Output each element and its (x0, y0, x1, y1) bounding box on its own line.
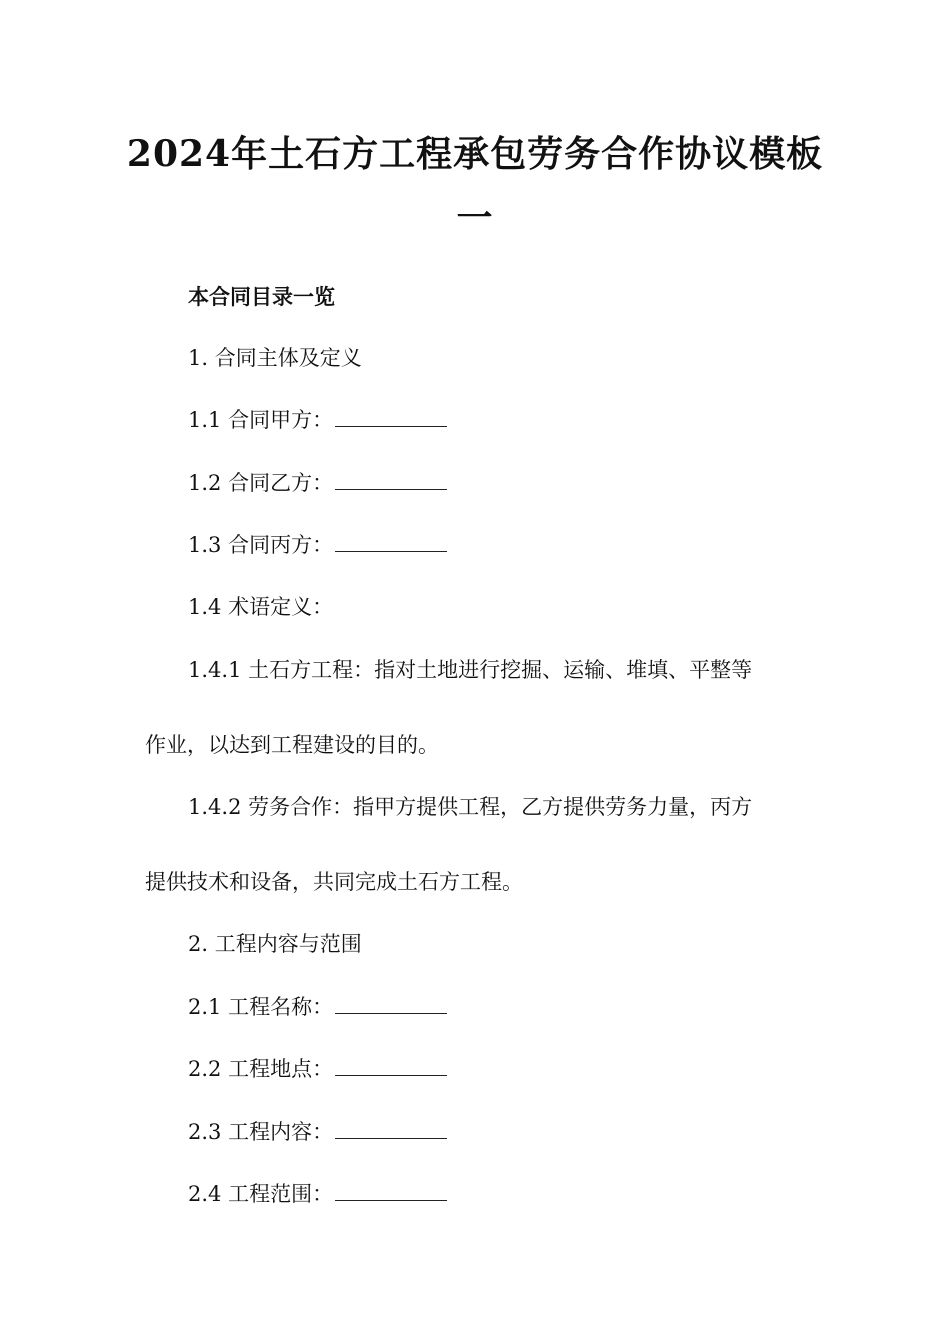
document-title-line-1: 2024年土石方工程承包劳务合作协议模板 (126, 133, 824, 175)
fill-blank[interactable] (335, 533, 447, 552)
fill-blank[interactable] (335, 1120, 447, 1139)
fill-blank[interactable] (335, 1057, 447, 1076)
toc-heading: 本合同目录一览 (188, 284, 335, 309)
field-project-location: 2.2 工程地点： (188, 1054, 447, 1084)
definition-labor-line-2: 提供技术和设备，共同完成土石方工程。 (145, 870, 523, 894)
section-1-heading: 1. 合同主体及定义 (188, 346, 362, 370)
definition-earthwork-line-2: 作业，以达到工程建设的目的。 (145, 733, 439, 757)
definition-earthwork-line-1: 1.4.1 土石方工程：指对土地进行挖掘、运输、堆填、平整等 (188, 658, 753, 682)
field-party-b: 1.2 合同乙方： (188, 468, 447, 498)
field-project-scope: 2.4 工程范围： (188, 1179, 447, 1209)
field-project-name: 2.1 工程名称： (188, 992, 447, 1022)
section-2-heading: 2. 工程内容与范围 (188, 932, 362, 956)
field-party-c: 1.3 合同丙方： (188, 530, 447, 560)
fill-blank[interactable] (335, 1182, 447, 1201)
fill-blank[interactable] (335, 471, 447, 490)
term-definitions-heading: 1.4 术语定义： (188, 595, 334, 619)
field-party-a: 1.1 合同甲方： (188, 405, 447, 435)
field-project-content: 2.3 工程内容： (188, 1117, 447, 1147)
fill-blank[interactable] (335, 995, 447, 1014)
fill-blank[interactable] (335, 408, 447, 427)
definition-labor-line-1: 1.4.2 劳务合作：指甲方提供工程，乙方提供劳务力量，丙方 (188, 795, 753, 819)
document-title-line-2: 一 (456, 197, 494, 239)
